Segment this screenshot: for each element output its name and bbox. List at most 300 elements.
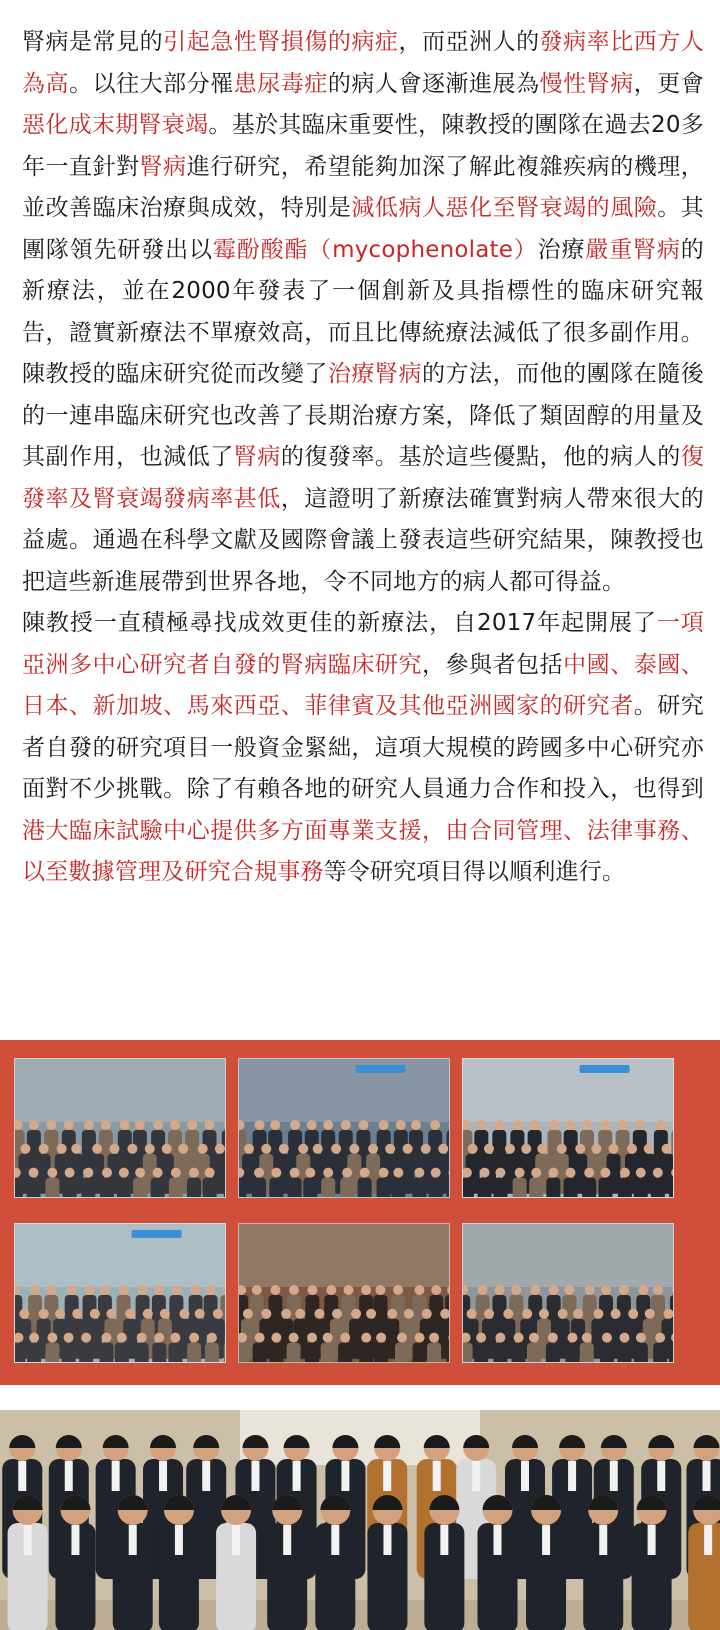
person-figure [391,1178,405,1198]
person-head [119,1168,129,1178]
person-head [326,1285,336,1295]
person-head [655,1333,665,1343]
person-figure [321,1343,335,1363]
person-head [344,1285,354,1295]
person-head [162,1144,172,1154]
conference-banner [356,1065,406,1073]
highlighted-text: 港大臨床試驗中心提供多方面專業支援，由合同管理、法律事務、以至數據管理及研究合規事務 [22,817,704,885]
body-text: 。研究者自發的研究項目一般資金緊絀，這項大規模的跨國多中心研究亦面對不少挑戰。除了有賴各地的研究人員通力合作和投入，也得到 [22,693,704,802]
highlighted-text: 霉酚酸酯（mycophenolate） [212,236,538,263]
person-head [313,1144,323,1154]
person-figure [239,1343,249,1363]
person-head [566,1168,576,1178]
photo-backdrop [239,1224,450,1287]
person-figure [152,1343,166,1363]
group-photo-image [0,1410,720,1630]
article-paragraph [22,603,704,894]
person-head [206,1285,216,1295]
person-shirt [440,1525,448,1555]
person-shirt [175,1525,183,1555]
highlighted-text: 治療腎病 [327,361,422,387]
body-text: 等令研究項目得以順利進行。 [323,859,626,885]
body-text: 。以往大部分罹 [69,70,234,97]
person-head [480,1168,490,1178]
person-head [530,1120,540,1130]
person-head [279,1144,289,1154]
conference-photo-3-image [463,1059,674,1198]
person-head [204,1120,214,1130]
person-figure [413,1343,427,1363]
person-head [566,1120,576,1130]
person-figure [395,1343,409,1363]
highlighted-text: 惡化成末期腎衰竭 [22,112,209,138]
person-shirt [648,1525,656,1555]
body-text: 陳教授一直積極尋找成效更佳的新療法，自2017年起開展了 [22,610,657,636]
person-figure [565,1343,579,1363]
body-text: ，這證明了新療法確實對病人帶來很大的益處。通過在科學文獻及國際會議上發表這些研究結果，陳教授也把這些新進展帶到世界各地，令不同地方的病人都可得益。 [22,485,704,595]
person-figure [205,1343,219,1363]
person-head [521,1144,531,1154]
person-head [653,1168,663,1178]
person-head [270,1285,280,1295]
person-head [145,1144,155,1154]
person-figure [618,1343,632,1363]
person-figure [100,1343,114,1363]
person-head [361,1333,371,1343]
photo-backdrop [463,1059,674,1122]
person-head [393,1168,403,1178]
highlighted-text: 腎病 [139,153,187,180]
body-text: 治療 [537,236,586,263]
person-head [397,1333,407,1343]
person-head [57,1144,67,1154]
person-figure [447,1178,450,1198]
person-head [47,1333,57,1343]
person-head [39,1309,49,1319]
person-head [600,1120,610,1130]
person-head [153,1120,163,1130]
body-text: 腎病是常見的 [22,29,164,55]
person-head [342,1168,352,1178]
person-figure [493,1178,507,1198]
person-figure [463,1343,473,1363]
person-figure [580,1343,594,1363]
photo-gallery [0,1040,720,1385]
person-head [522,1309,532,1319]
person-head [101,1120,111,1130]
conference-photo-2-image [239,1059,450,1198]
person-head [102,1333,112,1343]
person-figure [527,1343,541,1363]
person-shirt [341,1461,349,1491]
body-text: 進行研究，希望能夠加深了解此複雜疾病的機理，並改善臨床治療與成效，特別是 [22,153,704,221]
person-figure [288,1178,302,1198]
highlighted-text: 中國、泰國、日本、新加坡、馬來西亞、菲律賓及其他亞洲國家的研究者 [22,651,704,719]
conference-photo-4-image [15,1224,226,1363]
person-figure [252,1178,266,1198]
person-head [205,1168,215,1178]
person-head [153,1168,163,1178]
body-text: ，而亞洲人的 [398,29,540,55]
person-head [429,1333,439,1343]
person-head [619,1285,629,1295]
person-figure [169,1178,183,1198]
person-figure [15,1343,25,1363]
person-head [100,1285,110,1295]
person-head [64,1333,74,1343]
person-figure [287,1343,301,1363]
person-head [414,1285,424,1295]
person-head [19,1309,29,1319]
person-figure [224,1178,226,1198]
person-figure [513,1178,527,1198]
person-shirt [251,1461,259,1491]
person-head [109,1144,119,1154]
highlighted-text: 慢性腎病 [539,70,634,97]
body-text: 的病人會逐漸進展為 [327,70,540,97]
person-head [255,1333,265,1343]
person-head [281,1309,291,1319]
photo-backdrop [15,1059,226,1122]
conference-banner [132,1230,182,1238]
highlighted-text: 發病率比西方人為高 [22,29,704,97]
person-head [81,1333,91,1343]
person-shirt [704,1525,712,1555]
person-figure [634,1178,648,1198]
person-shirt [493,1525,501,1555]
person-head [154,1285,164,1295]
person-figure [446,1343,450,1363]
person-head [467,1309,477,1319]
person-figure [45,1178,59,1198]
person-head [558,1309,568,1319]
person-head [160,1309,170,1319]
person-head [261,1309,271,1319]
person-figure [474,1343,488,1363]
person-head [215,1144,225,1154]
body-text: 的方法，而他的團隊在隨後的一連串臨床研究也改善了長期治療方案，降低了類固醇的用量及其副作用，也減低了 [22,361,704,470]
person-figure [359,1343,373,1363]
person-head [351,1309,361,1319]
person-head [495,1168,505,1178]
person-head [484,1144,494,1154]
person-figure [133,1178,147,1198]
highlighted-text: 嚴重腎病 [585,236,681,263]
person-figure [305,1343,319,1363]
person-head [361,1285,371,1295]
person-figure [269,1178,283,1198]
person-figure [303,1178,317,1198]
person-head [55,1309,65,1319]
person-head [120,1120,130,1130]
person-head [557,1144,567,1154]
person-figure [187,1178,201,1198]
person-shirt [24,1525,32,1555]
person-head [662,1144,672,1154]
conference-photo-5-image [239,1224,450,1363]
person-head [295,1309,305,1319]
person-figure [564,1178,578,1198]
person-figure [546,1343,560,1363]
article-paragraph [22,22,704,603]
person-head [179,1309,189,1319]
person-head [323,1168,333,1178]
person-figure [81,1178,95,1198]
person-shirt [703,1461,711,1491]
body-text: 。其團隊領先研發出以 [22,195,704,263]
person-figure [269,1343,283,1363]
person-head [84,1120,94,1130]
person-head [85,1285,95,1295]
person-head [30,1285,40,1295]
person-head [404,1309,414,1319]
body-text: ，更會 [633,70,704,97]
person-head [476,1333,486,1343]
conference-photo-6-image [463,1224,674,1363]
person-head [468,1144,478,1154]
person-head [564,1285,574,1295]
conference-photo-2 [238,1058,450,1198]
person-shirt [599,1525,607,1555]
person-figure [168,1343,182,1363]
person-head [307,1333,317,1343]
person-head [102,1168,112,1178]
person-head [664,1309,674,1319]
person-head [582,1120,592,1130]
person-head [656,1120,666,1130]
person-figure [529,1178,543,1198]
person-head [20,1144,30,1154]
person-shirt [568,1461,576,1491]
person-head [379,1168,389,1178]
person-figure [135,1343,149,1363]
person-head [478,1285,488,1295]
person-head [29,1120,39,1130]
person-head [584,1168,594,1178]
person-head [591,1144,601,1154]
person-head [549,1285,559,1295]
conference-photo-5 [238,1223,450,1363]
person-head [503,1309,513,1319]
person-head [360,1168,370,1178]
person-head [127,1144,137,1154]
person-shirt [71,1525,79,1555]
person-head [396,1120,406,1130]
person-head [636,1168,646,1178]
person-head [635,1120,645,1130]
person-head [421,1144,431,1154]
person-head [340,1333,350,1343]
person-head [537,1144,547,1154]
person-head [187,1120,197,1130]
body-text: 的復發率。基於這些優點，他的病人的 [280,444,681,470]
person-head [415,1333,425,1343]
conference-banner [580,1065,630,1073]
person-head [530,1285,540,1295]
person-head [171,1168,181,1178]
person-head [385,1144,395,1154]
person-head [438,1144,448,1154]
person-head [47,1168,57,1178]
person-figure [115,1343,129,1363]
person-head [593,1309,603,1319]
person-head [505,1144,515,1154]
person-figure [27,1178,41,1198]
person-head [411,1120,421,1130]
person-head [137,1333,147,1343]
person-head [252,1285,262,1295]
person-figure [100,1178,114,1198]
person-head [495,1333,505,1343]
person-head [195,1309,205,1319]
person-head [243,1309,253,1319]
person-head [620,1333,630,1343]
person-head [39,1144,49,1154]
person-head [90,1309,100,1319]
person-head [135,1120,145,1130]
person-head [307,1120,317,1130]
person-figure [377,1178,391,1198]
person-head [375,1285,385,1295]
person-shirt [472,1461,480,1491]
person-head [620,1168,630,1178]
person-shirt [293,1461,301,1491]
person-head [414,1168,424,1178]
person-figure [600,1343,614,1363]
person-head [119,1285,129,1295]
person-shirt [521,1461,529,1491]
person-head [512,1120,522,1130]
person-head [289,1285,299,1295]
body-text: ，參與者包括 [421,651,564,678]
person-head [254,1168,264,1178]
person-head [271,1333,281,1343]
person-head [198,1144,208,1154]
person-figure [653,1343,667,1363]
person-head [422,1309,432,1319]
person-head [494,1285,504,1295]
person-head [673,1120,674,1130]
person-head [484,1309,494,1319]
person-figure [321,1178,335,1198]
person-figure [253,1343,267,1363]
person-figure [598,1178,612,1198]
body-text: 。基於其臨床重要性，陳教授的團隊在過去20多年一直針對 [22,112,704,180]
person-figure [374,1343,388,1363]
person-head [46,1120,56,1130]
conference-photo-1 [14,1058,226,1198]
photo-backdrop [239,1059,450,1122]
person-head [271,1168,281,1178]
person-head [83,1168,93,1178]
person-head [72,1309,82,1319]
person-head [65,1168,75,1178]
person-head [440,1309,450,1319]
person-head [608,1144,618,1154]
person-head [653,1285,663,1295]
person-head [403,1144,413,1154]
highlighted-text: 一項亞洲多中心研究者自發的腎病臨床研究 [22,610,704,678]
person-head [514,1333,524,1343]
person-head [135,1168,145,1178]
person-head [323,1333,333,1343]
person-figure [493,1343,507,1363]
person-head [143,1309,153,1319]
person-figure [688,1523,720,1630]
person-head [548,1168,558,1178]
person-head [154,1333,164,1343]
person-head [376,1333,386,1343]
person-shirt [433,1461,441,1491]
person-head [575,1144,585,1154]
person-head [600,1168,610,1178]
person-shirt [383,1461,391,1491]
person-figure [224,1343,226,1363]
person-figure [45,1343,59,1363]
person-head [430,1120,440,1130]
person-head [636,1333,646,1343]
person-head [602,1333,612,1343]
highlighted-text: 患尿毒症 [233,70,328,97]
person-head [431,1168,441,1178]
person-head [244,1144,254,1154]
person-head [64,1120,74,1130]
person-head [611,1309,621,1319]
person-figure [669,1178,674,1198]
person-head [331,1144,341,1154]
person-shirt [232,1525,240,1555]
person-head [305,1168,315,1178]
person-head [307,1285,317,1295]
person-shirt [542,1525,550,1555]
person-head [117,1333,127,1343]
person-head [548,1333,558,1343]
person-figure [546,1178,560,1198]
highlighted-text: 減低病人惡化至腎衰竭的風險 [351,195,658,221]
person-figure [239,1178,246,1198]
person-head [189,1168,199,1178]
person-head [638,1285,648,1295]
person-head [29,1168,39,1178]
person-head [106,1309,116,1319]
person-shirt [18,1461,26,1491]
person-head [387,1309,397,1319]
person-figure [478,1178,492,1198]
person-head [270,1120,280,1130]
person-shirt [202,1461,210,1491]
person-head [213,1309,223,1319]
person-figure [203,1178,217,1198]
person-head [582,1333,592,1343]
person-head [323,1120,333,1130]
person-head [67,1285,77,1295]
person-figure [618,1178,632,1198]
body-text: 的新療法，並在2000年發表了一個創新及具指標性的臨床研究報告，證實新療法不單療效高，而且比傳統療法減低了很多副作用。陳教授的臨床研究從而改變了 [22,236,704,387]
conference-photo-6 [462,1223,674,1363]
person-shirt [383,1525,391,1555]
person-head [550,1120,560,1130]
person-head [46,1285,56,1295]
person-figure [427,1343,441,1363]
person-figure [79,1343,93,1363]
highlighted-text: 腎病 [233,444,281,470]
person-shirt [610,1461,618,1491]
person-head [601,1285,611,1295]
person-figure [187,1343,201,1363]
person-head [125,1309,135,1319]
person-head [567,1333,577,1343]
person-figure [338,1343,352,1363]
